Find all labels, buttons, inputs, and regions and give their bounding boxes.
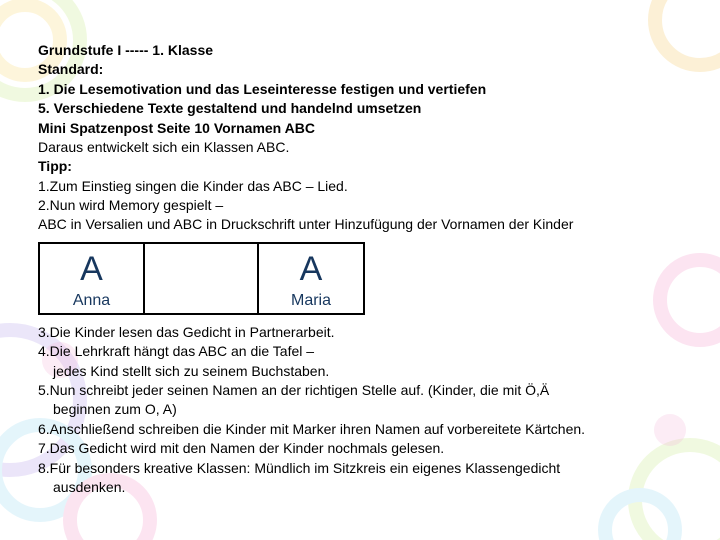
standard-item-1: 1. Die Lesemotivation und das Leseinteresse festigen und vertiefen bbox=[38, 81, 487, 97]
step-2-detail: ABC in Versalien und ABC in Druckschrift unter Hinzufügung der Vornamen der Kinder bbox=[38, 216, 574, 232]
step-7: 7.Das Gedicht wird mit den Namen der Kinder nochmals gelesen. bbox=[38, 440, 445, 456]
card-name: Anna bbox=[72, 292, 111, 309]
card-name: Maria bbox=[290, 292, 331, 309]
step-3: 3.Die Kinder lesen das Gedicht in Partnerarbeit. bbox=[38, 324, 335, 340]
step-5-detail: beginnen zum O, A) bbox=[53, 401, 177, 417]
step-4: 4.Die Lehrkraft hängt das ABC an die Tafel – bbox=[38, 343, 315, 359]
memory-card bbox=[40, 244, 145, 313]
intro-text: Daraus entwickelt sich ein Klassen ABC. bbox=[38, 139, 290, 155]
step-6: 6.Anschließend schreiben die Kinder mit Marker ihren Namen auf vorbereitete Kärtchen. bbox=[38, 421, 586, 437]
step-4-detail: jedes Kind stellt sich zu seinem Buchstaben. bbox=[53, 363, 330, 379]
step-8: 8.Für besonders kreative Klassen: Mündlich im Sitzkreis ein eigenes Klassengedicht bbox=[38, 460, 561, 476]
step-5: 5.Nun schreibt jeder seinen Namen an der richtigen Stelle auf. (Kinder, die mit Ö,Ä bbox=[38, 382, 550, 398]
step-8-detail: ausdenken. bbox=[53, 479, 126, 495]
memory-cards bbox=[38, 242, 365, 315]
card-letter: A bbox=[80, 250, 103, 288]
memory-card-empty bbox=[145, 244, 259, 313]
standard-item-5: 5. Verschiedene Texte gestaltend und handelnd umsetzen bbox=[38, 100, 422, 116]
step-1: 1.Zum Einstieg singen die Kinder das ABC – Lied. bbox=[38, 178, 348, 194]
standard-label: Standard: bbox=[38, 61, 104, 77]
step-2: 2.Nun wird Memory gespielt – bbox=[38, 197, 224, 213]
tipp-label: Tipp: bbox=[38, 158, 72, 174]
class-level-heading: Grundstufe I ----- 1. Klasse bbox=[38, 42, 214, 58]
memory-card bbox=[259, 244, 363, 313]
source-reference: Mini Spatzenpost Seite 10 Vornamen ABC bbox=[38, 120, 315, 136]
card-letter: A bbox=[299, 250, 323, 288]
